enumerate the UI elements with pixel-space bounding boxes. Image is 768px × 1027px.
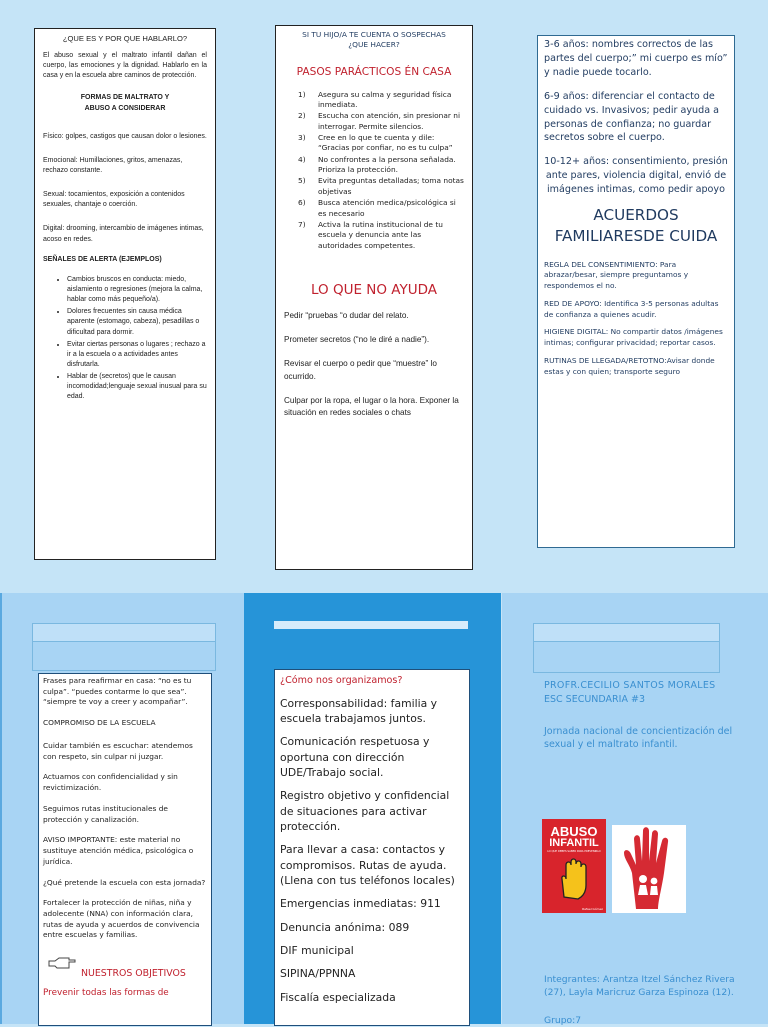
pointing-hand-icon — [47, 957, 77, 971]
age-3-6: 3-6 años: nombres correctos de las partes del cuerpo;” mi cuerpo es mío” y nadie puede tocarlo. — [544, 39, 728, 78]
org-item: Fiscalía especializada — [280, 990, 396, 1004]
rule-arrival-routines: RUTINAS DE LLEGADA/RETOTNO:Avisar donde estas y con quien; transporte seguro — [544, 355, 715, 376]
team-info — [544, 973, 758, 1027]
raised-hand-icon — [554, 857, 594, 901]
signal-item: • Hablar de (secretos) que le causan incomodidad;lenguaje sexual inusual para su edad. — [67, 372, 207, 402]
no-help-item: Revisar el cuerpo o pedir que “muestre” lo ocurrido. — [284, 359, 437, 381]
school-purpose-answer: Fortalecer la protección de niñas, niña y adolecente (NNA) con información clara, rutas de ayuda y acuerdos de convivencia entre escuelas y familias. — [43, 898, 200, 940]
step-item: 7) Activa la rutina institucional de tu escuela y denuncia ante las autoridades competentes. — [298, 219, 443, 250]
form-emotional: Emocional: Humillaciones, gritos, amenazas, rechazo constante. — [43, 156, 183, 174]
signal-item: • Cambios bruscos en conducta: miedo, aislamiento o regresiones (mejora la calma, hablar como más pequeño/a). — [67, 275, 207, 305]
step-item: 2) Escucha con atención, sin presionar ni interrogar. Permite silencios. — [298, 111, 461, 131]
panel2-title-1: SI TU HIJO/A TE CUENTA O SOSPECHAS — [302, 30, 446, 39]
agreements-title-2: FAMILIARESDE CUIDA — [554, 227, 718, 246]
panel-age-guide — [537, 35, 735, 548]
team-members: Integrantes: Arantza Itzel Sánchez Rivera (27), Layla Maricruz Garza Espinoza (12). — [544, 974, 735, 999]
commitment-box — [38, 673, 212, 1026]
rule-consent: REGLA DEL CONSENTIMIENTO: Para abrazar/besar, siempre preguntamos y respondemos el no. — [544, 259, 689, 291]
no-help-item: Pedir “pruebas “o dudar del relato. — [284, 310, 409, 320]
red-hand-children-icon — [612, 825, 686, 913]
form-physical: Físico: golpes, castigos que causan dolor o lesiones. — [43, 132, 207, 140]
organization-heading: ¿Cómo nos organizamos? — [280, 675, 403, 686]
anonymous-report-number: Denuncia anónima: 089 — [280, 920, 410, 934]
panel1-intro: El abuso sexual y el maltrato infantil dañan el cuerpo, las emociones y la dignidad. Hablarlo en la casa y en la escuela abre caminos de protección. — [43, 52, 207, 80]
header-bar — [32, 623, 216, 642]
panel1-title: ¿QUE ES Y POR QUE HABLARLO? — [62, 34, 188, 43]
no-help-item: Culpar por la ropa, el lugar o la hora. Exponer la situación en redes sociales o chats — [284, 396, 459, 418]
event-title: Jornada nacional de concientización del sexual y el maltrato infantil. — [544, 725, 733, 751]
reaffirm-phrases: Frases para reafirmar en casa: “no es tu culpa”. “puedes contarme lo que sea”. “siempre te voy a creer y acompañar”. — [43, 676, 192, 707]
book-cover-image — [542, 819, 606, 913]
bottom-right-column — [502, 593, 768, 1024]
teacher-name: PROFR.CECILIO SANTOS MORALES — [544, 680, 716, 691]
step-item: 6) Busca atención medica/psicológica si es necesario — [298, 198, 456, 218]
form-digital: Digital: drooming, intercambio de imágenes intimas, acoso en redes. — [43, 225, 204, 243]
commitment-title: COMPROMISO DE LA ESCUELA — [43, 718, 156, 728]
agreements-title-1: ACUERDOS — [593, 206, 679, 225]
panel-what-to-do — [275, 25, 473, 570]
panel-what-is-it — [34, 28, 216, 560]
panel2-title-2: ¿QUE HACER? — [348, 40, 400, 50]
header-bar — [533, 623, 720, 642]
org-item: Para llevar a casa: contactos y compromisos. Rutas de ayuda. (Llena con tus teléfonos locales) — [280, 843, 455, 887]
step-item: 5) Evita preguntas detalladas; toma notas objetivas — [298, 176, 464, 196]
commitment-item: Seguimos rutas institucionales de protección y canalización. — [43, 803, 168, 824]
org-item: Corresponsabilidad: familia y escuela trabajamos juntos. — [280, 696, 438, 725]
school-name: ESC SECUNDARIA #3 — [544, 693, 645, 705]
objective-item: Prevenir todas las formas de — [43, 988, 169, 999]
bottom-middle-column — [244, 593, 501, 1024]
bottom-left-column — [0, 593, 245, 1024]
org-item: Comunicación respetuosa y oportuna con dirección UDE/Trabajo social. — [280, 735, 430, 779]
form-sexual: Sexual: tocamientos, exposición a contenidos sexuales, chantaje o coerción. — [43, 191, 185, 209]
org-item: Registro objetivo y confidencial de situaciones para activar protección. — [280, 789, 450, 833]
hand-children-image — [612, 825, 686, 913]
organization-box — [274, 669, 470, 1026]
school-purpose-question: ¿Qué pretende la escuela con esta jornada? — [43, 877, 206, 887]
commitment-item: Cuidar también es escuchar: atendemos con respeto, sin culpar ni juzgar. — [43, 740, 193, 761]
rule-digital-hygiene: HIGIENE DIGITAL: No compartir datos /imágenes intimas; configurar privacidad; reportar casos. — [544, 327, 723, 348]
step-item: 1) Asegura su calma y seguridad física inmediata. — [298, 89, 452, 109]
important-notice: AVISO IMPORTANTE: este material no sustituye atención médica, psicológica o jurídica. — [43, 835, 194, 866]
steps-title: PASOS PARÁCTICOS ÉN CASA — [296, 65, 452, 78]
emergency-number: Emergencias inmediatas: 911 — [280, 897, 441, 911]
steps-list — [284, 90, 464, 251]
step-item: 4) No confrontes a la persona señalada. Prioriza la protección. — [298, 154, 456, 175]
signals-title: SEÑALES DE ALERTA (EJEMPLOS) — [43, 255, 162, 263]
objectives-title: NUESTROS OBJETIVOS — [81, 968, 186, 980]
signal-item: • Dolores frecuentes sin causa médica aparente (estomago, cabeza), pesadillas o dificultad para dormir. — [67, 307, 207, 337]
org-item: SIPINA/PPNNA — [280, 967, 356, 981]
no-help-title: LO QUE NO AYUDA — [310, 281, 437, 298]
age-6-9: 6-9 años: diferenciar el contacto de cuidado vs. Invasivos; pedir ayuda a personas de confianza; no guardar secretos sobre el cuerpo. — [544, 90, 720, 144]
cover-info — [544, 679, 744, 752]
header-band — [32, 641, 216, 671]
book-subtitle: LO QUE DEBES SABER PARA PREVENIRLO — [547, 850, 601, 853]
forms-title-2: ABUSO A CONSIDERAR — [84, 104, 166, 112]
book-title-1: ABUSO — [550, 824, 598, 839]
signals-list — [43, 275, 207, 403]
signal-item: • Evitar ciertas personas o lugares ; rechazo a ir a la escuela o a actividades antes disfrutarla. — [67, 340, 207, 370]
header-band — [533, 641, 720, 673]
group-number: Grupo:7 — [544, 1014, 582, 1026]
age-10-12: 10-12+ años: consentimiento, presión ante pares, violencia digital, envió de imágenes intimas, como pedir apoyo — [544, 156, 728, 196]
rule-support-network: RED DE APOYO: Identifica 3-5 personas adultas de confianza a quienes acudir. — [544, 298, 719, 319]
org-item: DIF municipal — [280, 943, 354, 957]
header-bar — [274, 621, 468, 629]
book-author: Rafael Gómez — [582, 907, 603, 911]
book-title-2: INFANTIL — [549, 837, 599, 849]
forms-title-1: FORMAS DE MALTRATO Y — [80, 94, 170, 102]
step-item: 3) Cree en lo que te cuenta y dile: “Gracias por confiar, no es tu culpa” — [298, 132, 453, 153]
commitment-item: Actuamos con confidencialidad y sin revictimización. — [43, 772, 178, 793]
no-help-item: Prometer secretos (“no le diré a nadie”). — [284, 335, 430, 345]
